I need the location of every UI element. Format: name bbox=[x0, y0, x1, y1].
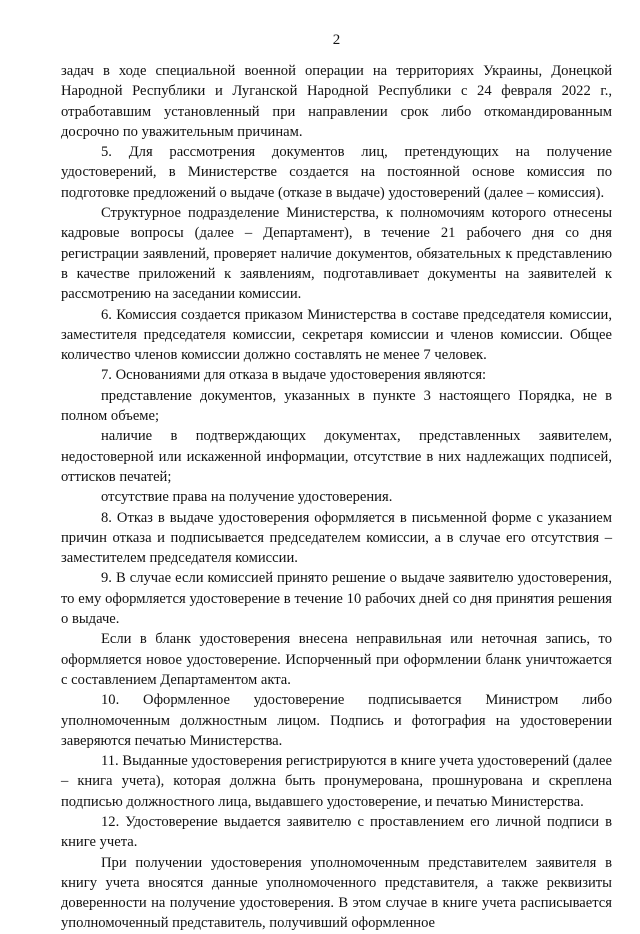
paragraph-item-7: 7. Основаниями для отказа в выдаче удостоверения являются: bbox=[101, 367, 487, 384]
paragraph-representative: При получении удостоверения уполномоченным представителем заявителя в книгу учета вносятся данные уполномоченного представителя, а также реквизиты доверенности на получение удостоверения. В этом случае в книге учета расписывается уполномоченный представитель, получивший оформленное bbox=[61, 854, 612, 932]
paragraph-blank-error: Если в бланк удостоверения внесена неправильная или неточная запись, то оформляется новое удостоверение. Испорченный при оформлении бланк уничтожается с составлением Департаментом акта. bbox=[61, 631, 612, 688]
paragraph-item-11: 11. Выданные удостоверения регистрируются в книге учета удостоверений (далее – книга учета), которая должна быть пронумерована, прошнурована и скреплена подписью должностного лица, выдавшего удостоверение, и печатью Министерства. bbox=[61, 753, 612, 810]
paragraph-item-5: 5. Для рассмотрения документов лиц, претендующих на получение удостоверений, в Министерстве создается на постоянной основе комиссия по подготовке предложений о выдаче (отказе в выдаче) удостоверений (далее – комиссия). bbox=[61, 144, 612, 201]
paragraph-continuation: задач в ходе специальной военной операции на территориях Украины, Донецкой Народной Республики и Луганской Народной Республики с 24 февраля 2022 г., отработавшим установленный при направлении срок либо откомандированным досрочно по уважительным причинам. bbox=[61, 63, 612, 140]
paragraph-refusal-ground-1: представление документов, указанных в пункте 3 настоящего Порядка, не в полном объеме; bbox=[61, 387, 612, 425]
paragraph-item-9: 9. В случае если комиссией принято решение о выдаче заявителю удостоверения, то ему оформляется удостоверение в течение 10 рабочих дней со дня принятия решения о выдаче. bbox=[61, 570, 612, 628]
paragraph-item-12: 12. Удостоверение выдается заявителю с проставлением его личной подписи в книге учета. bbox=[61, 813, 612, 851]
paragraph-department: Структурное подразделение Министерства, к полномочиям которого отнесены кадровые вопросы (далее – Департамент), в течение 21 рабочего дня со дня регистрации заявлений, проверяет наличие документов, обязательных к представлению в качестве приложений к заявлениям, подготавливает документы на заявителей к рассмотрению на заседании комиссии. bbox=[61, 205, 612, 303]
paragraph-item-8: 8. Отказ в выдаче удостоверения оформляется в письменной форме с указанием причин отказа и подписывается председателем комиссии, а в случае его отсутствия – заместителем председателя комиссии. bbox=[61, 509, 612, 567]
paragraph-item-6: 6. Комиссия создается приказом Министерства в составе председателя комиссии, заместителя председателя комиссии, секретаря комиссии и членов комиссии. Общее количество членов комиссии должно составлять не менее 7 человек. bbox=[61, 306, 612, 364]
document-body bbox=[61, 61, 612, 934]
paragraph-item-10: 10. Оформленное удостоверение подписывается Министром либо уполномоченным должностным лицом. Подпись и фотография на удостоверении заверяются печатью Министерства. bbox=[61, 692, 612, 749]
page-number: 2 bbox=[332, 32, 341, 48]
paragraph-refusal-ground-3: отсутствие права на получение удостоверения. bbox=[101, 489, 393, 506]
paragraph-refusal-ground-2: наличие в подтверждающих документах, представленных заявителем, недостоверной или искаженной информации, отсутствие в них надлежащих подписей, оттисков печатей; bbox=[61, 428, 612, 485]
